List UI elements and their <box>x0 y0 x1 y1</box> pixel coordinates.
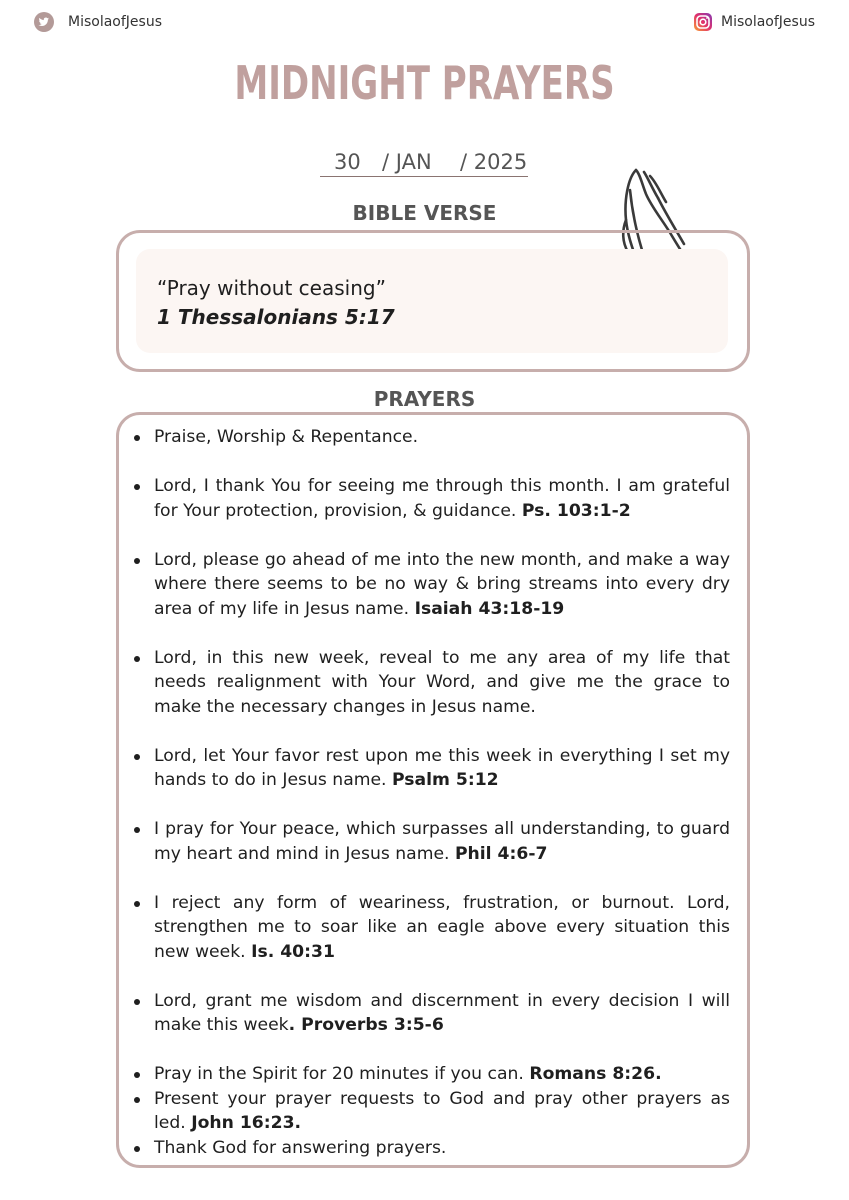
bible-verse-heading: BIBLE VERSE <box>352 201 497 225</box>
date-month: / JAN <box>382 150 432 174</box>
date-year: / 2025 <box>460 150 528 174</box>
page-title: MIDNIGHT PRAYERS <box>234 56 615 110</box>
list-item: Lord, I thank You for seeing me through this month. I am grateful for Your protection, provision, & guidance. Ps. 103:1-2 <box>131 474 730 523</box>
list-item: I pray for Your peace, which surpasses all understanding, to guard my heart and mind in Jesus name. Phil 4:6-7 <box>131 817 730 866</box>
instagram-handle: MisolaofJesus <box>721 14 815 30</box>
date-line <box>320 150 528 177</box>
twitter-icon <box>34 12 54 32</box>
instagram-icon <box>693 12 713 32</box>
list-item: Pray in the Spirit for 20 minutes if you can. Romans 8:26. <box>131 1062 730 1087</box>
bible-verse-card <box>136 249 728 353</box>
instagram-link[interactable] <box>693 12 815 32</box>
list-item: Present your prayer requests to God and pray other prayers as led. John 16:23. <box>131 1087 730 1136</box>
prayer-list <box>131 425 730 1160</box>
prayers-heading: PRAYERS <box>373 387 476 411</box>
bible-verse-reference: 1 Thessalonians 5:17 <box>157 305 395 329</box>
date-day: 30 <box>334 150 361 174</box>
bible-verse-text: “Pray without ceasing” <box>157 276 386 300</box>
list-item: Lord, in this new week, reveal to me any area of my life that needs realignment with Your Word, and give me the grace to make the necessary changes in Jesus name. <box>131 646 730 720</box>
list-item: Lord, grant me wisdom and discernment in every decision I will make this week. Proverbs 3:5-6 <box>131 989 730 1038</box>
list-item: Thank God for answering prayers. <box>131 1136 730 1161</box>
list-item: Lord, let Your favor rest upon me this week in everything I set my hands to do in Jesus name. Psalm 5:12 <box>131 744 730 793</box>
twitter-link[interactable] <box>34 12 162 32</box>
twitter-handle: MisolaofJesus <box>68 14 162 30</box>
list-item: Lord, please go ahead of me into the new month, and make a way where there seems to be no way & bring streams into every dry area of my life in Jesus name. Isaiah 43:18-19 <box>131 548 730 622</box>
list-item: I reject any form of weariness, frustration, or burnout. Lord, strengthen me to soar like an eagle above every situation this new week. Is. 40:31 <box>131 891 730 965</box>
list-item: Praise, Worship & Repentance. <box>131 425 730 450</box>
